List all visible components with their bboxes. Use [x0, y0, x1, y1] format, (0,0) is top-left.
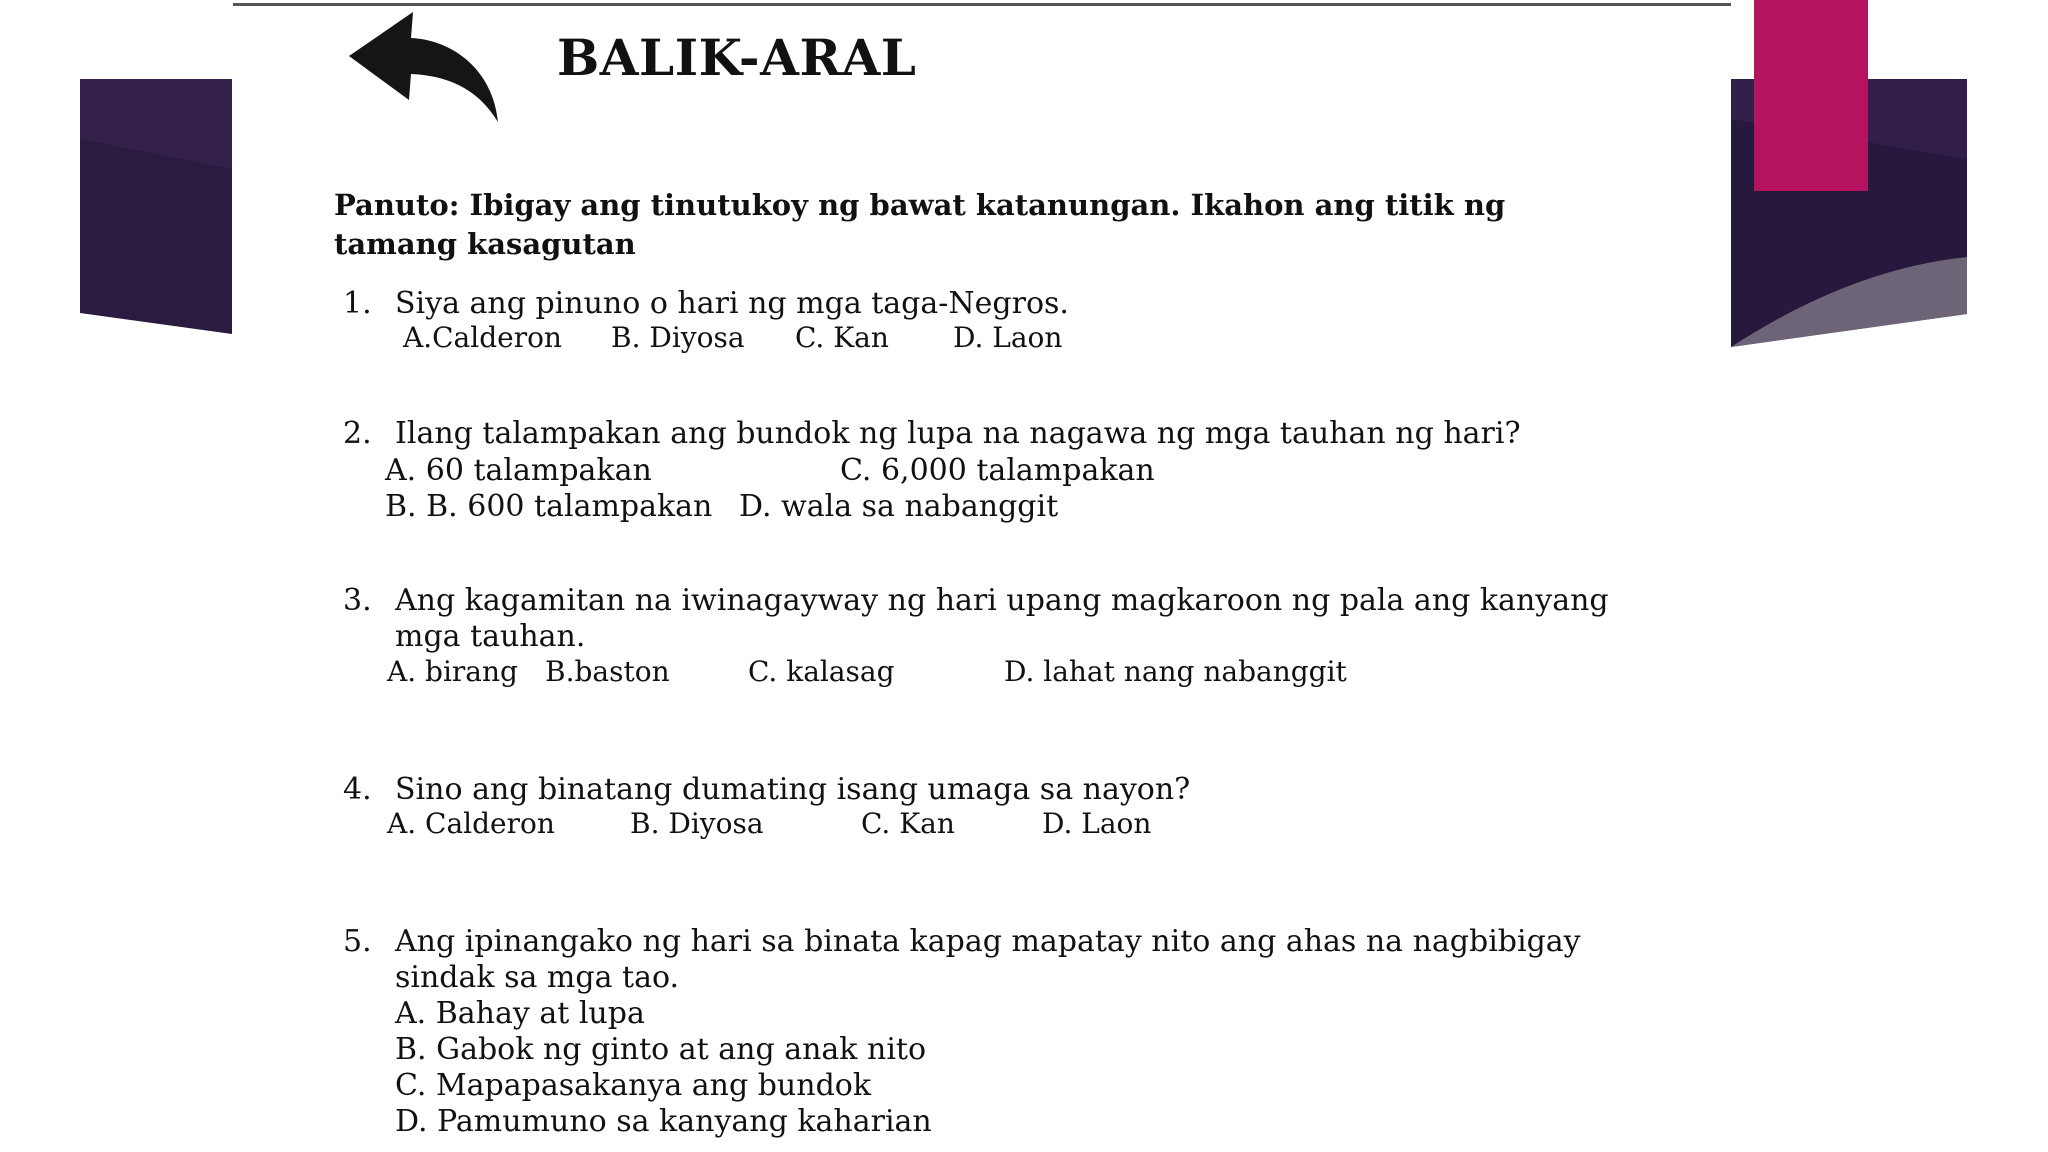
option-b[interactable]: B. Gabok ng ginto at ang anak nito	[395, 1032, 927, 1067]
option-d[interactable]: D. lahat nang nabanggit	[1004, 655, 1347, 688]
question-number: 1.	[343, 286, 372, 321]
question-number: 4.	[343, 772, 372, 807]
option-a[interactable]: A.Calderon	[403, 321, 562, 354]
instructions: Panuto: Ibigay ang tinutukoy ng bawat katanungan. Ikahon ang titik ng tamang kasagutan	[334, 188, 1506, 261]
question-number: 5.	[343, 924, 372, 959]
option-a[interactable]: A. birang	[387, 655, 518, 688]
option-a[interactable]: A. Bahay at lupa	[395, 996, 645, 1031]
option-c[interactable]: C. Kan	[861, 807, 955, 840]
option-d[interactable]: D. Pamumuno sa kanyang kaharian	[395, 1104, 932, 1139]
question-text-cont: sindak sa mga tao.	[395, 960, 680, 995]
question-number: 3.	[343, 583, 372, 618]
question-text: Ang kagamitan na iwinagayway ng hari upang magkaroon ng pala ang kanyang	[395, 583, 1609, 618]
page-title: BALIK-ARAL	[557, 28, 917, 87]
question-text: Ilang talampakan ang bundok ng lupa na nagawa ng mga tauhan ng hari?	[395, 416, 1521, 451]
question-number: 2.	[343, 416, 372, 451]
option-b[interactable]: B. Diyosa	[630, 807, 764, 840]
option-a[interactable]: A. Calderon	[387, 807, 555, 840]
option-c[interactable]: C. kalasag	[748, 655, 895, 688]
option-d[interactable]: D. Laon	[953, 321, 1063, 354]
option-a[interactable]: A. 60 talampakan	[385, 453, 652, 488]
option-b[interactable]: B. B. 600 talampakan	[385, 489, 713, 524]
left-purple-banner	[80, 79, 232, 334]
magenta-tab	[1754, 0, 1868, 191]
top-divider	[233, 3, 1731, 6]
option-b[interactable]: B.baston	[545, 655, 670, 688]
option-c[interactable]: C. 6,000 talampakan	[840, 453, 1155, 488]
option-b[interactable]: B. Diyosa	[611, 321, 745, 354]
question-text: Ang ipinangako ng hari sa binata kapag mapatay nito ang ahas na nagbibigay	[395, 924, 1581, 959]
question-text-cont: mga tauhan.	[395, 619, 586, 654]
question-text: Siya ang pinuno o hari ng mga taga-Negros.	[395, 286, 1069, 321]
option-c[interactable]: C. Kan	[795, 321, 889, 354]
question-text: Sino ang binatang dumating isang umaga sa nayon?	[395, 772, 1191, 807]
option-c[interactable]: C. Mapapasakanya ang bundok	[395, 1068, 872, 1103]
option-d[interactable]: D. wala sa nabanggit	[739, 489, 1059, 524]
option-d[interactable]: D. Laon	[1042, 807, 1152, 840]
curved-back-arrow-icon[interactable]	[343, 8, 503, 126]
